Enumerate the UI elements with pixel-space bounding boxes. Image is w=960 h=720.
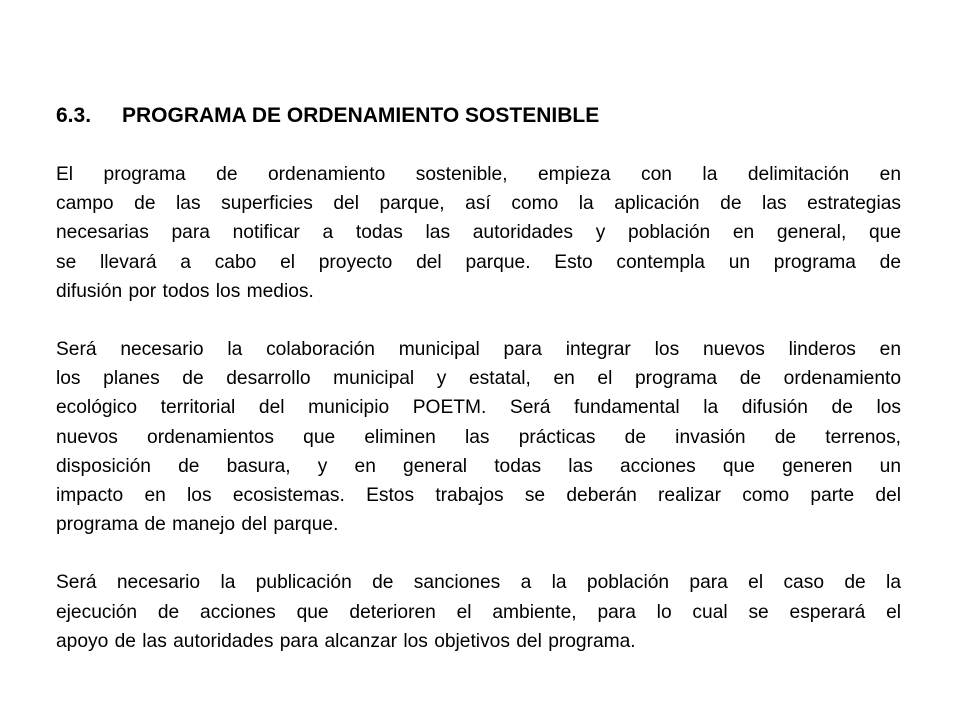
paragraph-line: nuevos ordenamientos que eliminen las prácticas de invasión de terrenos,	[56, 426, 901, 448]
paragraph-line: El programa de ordenamiento sostenible, empieza con la delimitación en	[56, 164, 901, 185]
paragraph-line: impacto en los ecosistemas. Estos trabajos se deberán realizar como parte del	[56, 485, 901, 507]
paragraph-line: disposición de basura, y en general todas las acciones que generen un	[56, 455, 901, 477]
paragraph-line: Será necesario la publicación de sanciones a la población para el caso de la	[56, 572, 901, 594]
section-title: PROGRAMA DE ORDENAMIENTO SOSTENIBLE	[122, 104, 600, 127]
paragraph-line: ejecución de acciones que deterioren el ambiente, para lo cual se esperará el	[56, 601, 901, 623]
section-number: 6.3.	[56, 104, 92, 127]
paragraph-line: difusión por todos los medios.	[56, 280, 314, 302]
paragraph-line: apoyo de las autoridades para alcanzar los objetivos del programa.	[56, 630, 636, 652]
document-content	[56, 100, 901, 685]
paragraph-2	[56, 335, 901, 539]
paragraph-line: se llevará a cabo el proyecto del parque. Esto contempla un programa de	[56, 251, 901, 273]
paragraph-1	[56, 160, 901, 306]
paragraph-line: Será necesario la colaboración municipal para integrar los nuevos linderos en	[56, 339, 901, 361]
paragraph-line: programa de manejo del parque.	[56, 514, 339, 536]
paragraph-3	[56, 568, 901, 656]
paragraph-line: campo de las superficies del parque, así como la aplicación de las estrategias	[56, 193, 901, 215]
paragraph-line: ecológico territorial del municipio POETM. Será fundamental la difusión de los	[56, 397, 901, 419]
paragraph-line: necesarias para notificar a todas las autoridades y población en general, que	[56, 222, 901, 244]
paragraph-line: los planes de desarrollo municipal y estatal, en el programa de ordenamiento	[56, 368, 901, 390]
section-heading	[56, 100, 901, 132]
